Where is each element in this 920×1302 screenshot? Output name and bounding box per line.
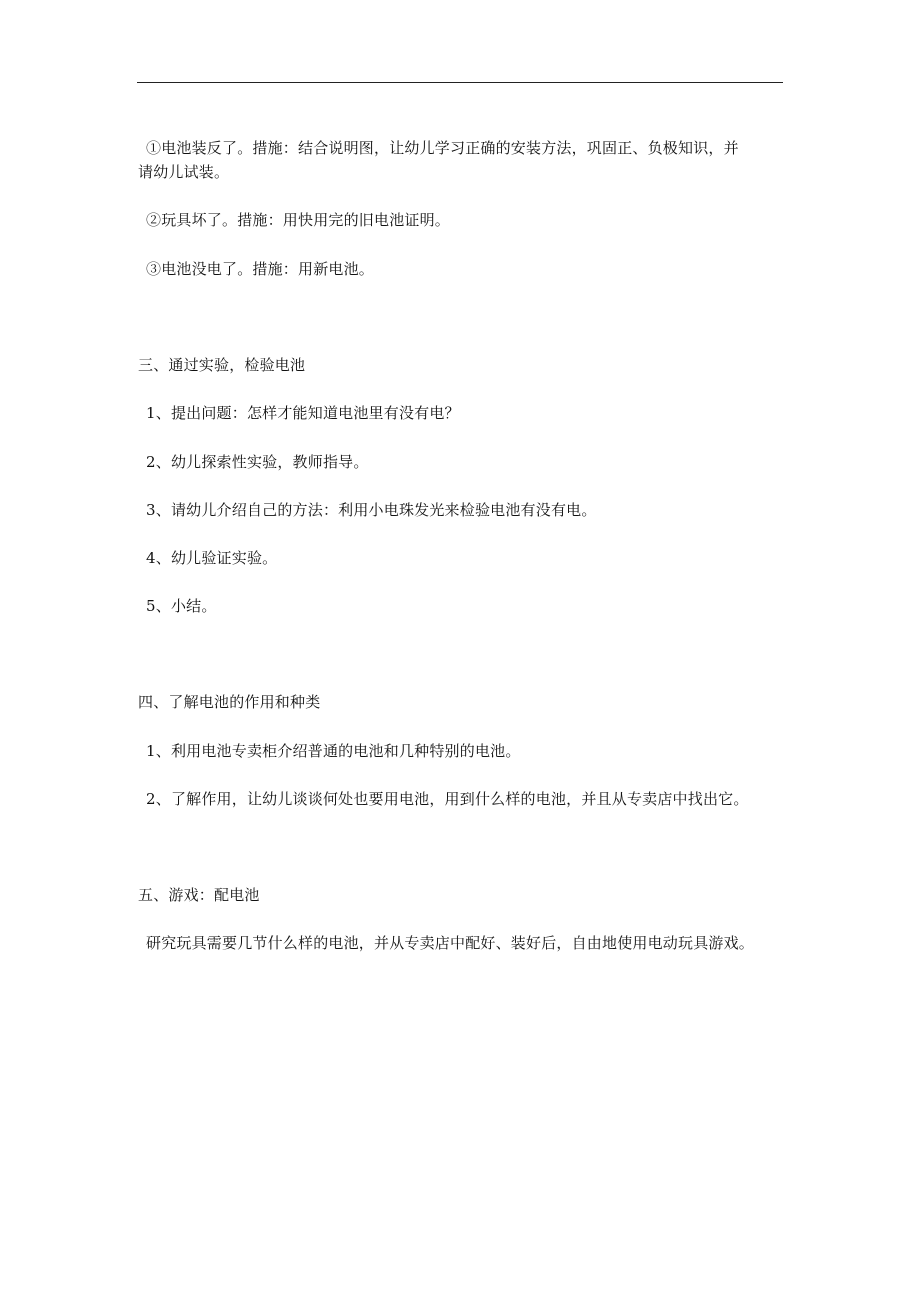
- item-toy-broken: ②玩具坏了。措施：用快用完的旧电池证明。: [146, 211, 451, 229]
- item-battery-reversed-cont: 请幼儿试装。: [138, 163, 230, 181]
- item-battery-reversed: ①电池装反了。措施：结合说明图，让幼儿学习正确的安装方法，巩固正、负极知识，并: [146, 139, 739, 157]
- section3-item-1: 1、提出问题：怎样才能知道电池里有没有电？: [146, 404, 460, 422]
- header-rule: [137, 82, 783, 83]
- section4-heading: 四、了解电池的作用和种类: [138, 693, 321, 711]
- item-battery-dead: ③电池没电了。措施：用新电池。: [146, 260, 375, 278]
- section4-item-1: 1、利用电池专卖柜介绍普通的电池和几种特别的电池。: [146, 742, 521, 760]
- section3-item-5: 5、小结。: [146, 597, 217, 615]
- section4-item-2: 2、了解作用，让幼儿谈谈何处也要用电池，用到什么样的电池，并且从专卖店中找出它。: [146, 790, 749, 808]
- section3-item-3: 3、请幼儿介绍自己的方法：利用小电珠发光来检验电池有没有电。: [146, 501, 597, 519]
- section5-heading: 五、游戏：配电池: [138, 886, 260, 904]
- section5-body: 研究玩具需要几节什么样的电池，并从专卖店中配好、装好后，自由地使用电动玩具游戏。: [146, 934, 755, 952]
- section3-heading: 三、通过实验，检验电池: [138, 356, 306, 374]
- section3-item-4: 4、幼儿验证实验。: [146, 549, 278, 567]
- section3-item-2: 2、幼儿探索性实验，教师指导。: [146, 453, 369, 471]
